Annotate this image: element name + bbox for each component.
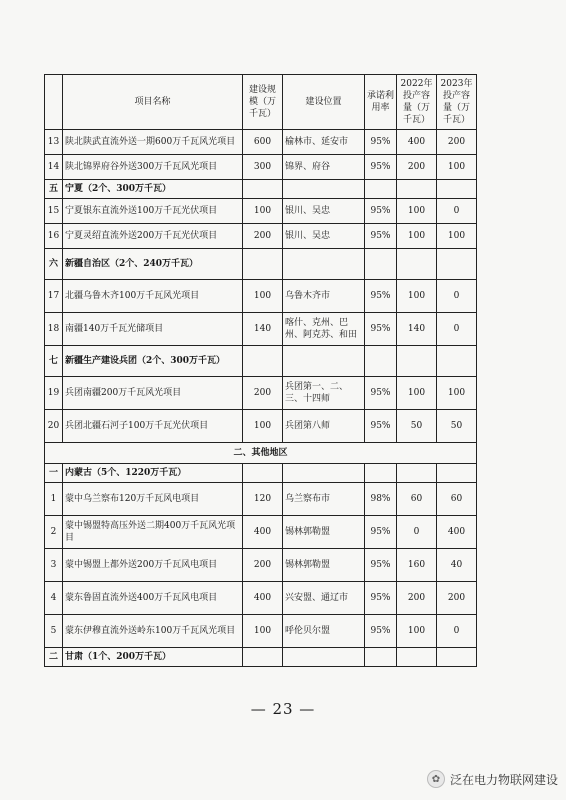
section-title: 新疆生产建设兵团（2个、300万千瓦） — [63, 346, 243, 377]
capacity-2023: 100 — [437, 377, 477, 410]
watermark — [427, 768, 558, 790]
utilization-rate: 95% — [365, 615, 397, 648]
utilization-rate: 95% — [365, 199, 397, 224]
capacity-2023: 0 — [437, 615, 477, 648]
row-number: 15 — [45, 199, 63, 224]
utilization-rate: 95% — [365, 280, 397, 313]
capacity-2023: 200 — [437, 582, 477, 615]
capacity-2023: 100 — [437, 155, 477, 180]
table-row — [45, 516, 477, 549]
section-number: 一 — [45, 464, 63, 483]
build-scale: 120 — [243, 483, 283, 516]
table-row — [45, 313, 477, 346]
section-number: 七 — [45, 346, 63, 377]
table-row — [45, 615, 477, 648]
build-location: 兵团第一、二、三、十四师 — [283, 377, 365, 410]
capacity-2022: 140 — [397, 313, 437, 346]
capacity-2023: 200 — [437, 130, 477, 155]
utilization-rate: 95% — [365, 224, 397, 249]
build-scale: 100 — [243, 280, 283, 313]
build-scale: 600 — [243, 130, 283, 155]
utilization-rate: 95% — [365, 410, 397, 443]
table-row — [45, 549, 477, 582]
section-title: 宁夏（2个、300万千瓦） — [63, 180, 243, 199]
table-row — [45, 130, 477, 155]
utilization-rate: 95% — [365, 155, 397, 180]
capacity-2022: 200 — [397, 155, 437, 180]
header-2023: 2023年投产容量（万千瓦） — [437, 75, 477, 130]
project-name: 南疆140万千瓦光储项目 — [63, 313, 243, 346]
build-scale: 200 — [243, 224, 283, 249]
project-name: 宁夏灵绍直流外送200万千瓦光伏项目 — [63, 224, 243, 249]
category-row — [45, 443, 477, 464]
utilization-rate: 95% — [365, 313, 397, 346]
build-location: 喀什、克州、巴州、阿克苏、和田 — [283, 313, 365, 346]
section-row — [45, 648, 477, 667]
empty-cell — [243, 346, 283, 377]
row-number: 5 — [45, 615, 63, 648]
project-name: 陕北锦界府谷外送300万千瓦风光项目 — [63, 155, 243, 180]
section-title: 甘肃（1个、200万千瓦） — [63, 648, 243, 667]
table-row — [45, 199, 477, 224]
build-location: 呼伦贝尔盟 — [283, 615, 365, 648]
empty-cell — [243, 648, 283, 667]
row-number: 13 — [45, 130, 63, 155]
empty-cell — [437, 249, 477, 280]
capacity-2022: 60 — [397, 483, 437, 516]
empty-cell — [437, 346, 477, 377]
header-location: 建设位置 — [283, 75, 365, 130]
empty-cell — [283, 648, 365, 667]
row-number: 18 — [45, 313, 63, 346]
header-num — [45, 75, 63, 130]
row-number: 17 — [45, 280, 63, 313]
build-scale: 100 — [243, 615, 283, 648]
section-number: 六 — [45, 249, 63, 280]
utilization-rate: 95% — [365, 582, 397, 615]
table-row — [45, 410, 477, 443]
table-body — [45, 130, 477, 667]
project-name: 蒙中锡盟特高压外送二期400万千瓦风光项目 — [63, 516, 243, 549]
project-name: 蒙东鲁固直流外送400万千瓦风电项目 — [63, 582, 243, 615]
project-name: 北疆乌鲁木齐100万千瓦风光项目 — [63, 280, 243, 313]
capacity-2022: 100 — [397, 377, 437, 410]
header-rate: 承诺利用率 — [365, 75, 397, 130]
empty-cell — [365, 180, 397, 199]
build-scale: 200 — [243, 377, 283, 410]
build-location: 锡林郭勒盟 — [283, 516, 365, 549]
table-row — [45, 377, 477, 410]
project-name: 蒙中锡盟上都外送200万千瓦风电项目 — [63, 549, 243, 582]
capacity-2022: 100 — [397, 199, 437, 224]
table-row — [45, 155, 477, 180]
empty-cell — [397, 464, 437, 483]
section-title: 内蒙古（5个、1220万千瓦） — [63, 464, 243, 483]
header-scale: 建设规模（万千瓦） — [243, 75, 283, 130]
build-location: 兴安盟、通辽市 — [283, 582, 365, 615]
empty-cell — [437, 648, 477, 667]
watermark-text: 泛在电力物联网建设 — [449, 772, 558, 787]
empty-cell — [243, 464, 283, 483]
empty-cell — [283, 346, 365, 377]
section-row — [45, 464, 477, 483]
utilization-rate: 95% — [365, 549, 397, 582]
capacity-2022: 50 — [397, 410, 437, 443]
project-name: 蒙东伊穆直流外送岭东100万千瓦风光项目 — [63, 615, 243, 648]
capacity-2023: 0 — [437, 280, 477, 313]
row-number: 14 — [45, 155, 63, 180]
capacity-2023: 100 — [437, 224, 477, 249]
project-name: 兵团北疆石河子100万千瓦光伏项目 — [63, 410, 243, 443]
capacity-2023: 0 — [437, 313, 477, 346]
section-number: 五 — [45, 180, 63, 199]
build-scale: 100 — [243, 199, 283, 224]
project-name: 蒙中乌兰察布120万千瓦风电项目 — [63, 483, 243, 516]
build-scale: 100 — [243, 410, 283, 443]
empty-cell — [365, 648, 397, 667]
empty-cell — [365, 249, 397, 280]
row-number: 16 — [45, 224, 63, 249]
capacity-2022: 400 — [397, 130, 437, 155]
empty-cell — [397, 180, 437, 199]
capacity-2023: 50 — [437, 410, 477, 443]
project-name: 陕北陕武直流外送一期600万千瓦风光项目 — [63, 130, 243, 155]
utilization-rate: 95% — [365, 377, 397, 410]
table-header-row — [45, 75, 477, 130]
empty-cell — [437, 180, 477, 199]
capacity-2022: 160 — [397, 549, 437, 582]
row-number: 1 — [45, 483, 63, 516]
table-row — [45, 280, 477, 313]
build-location: 锦界、府谷 — [283, 155, 365, 180]
row-number: 19 — [45, 377, 63, 410]
row-number: 4 — [45, 582, 63, 615]
build-location: 银川、吴忠 — [283, 199, 365, 224]
section-row — [45, 346, 477, 377]
section-row — [45, 249, 477, 280]
project-name: 兵团南疆200万千瓦风光项目 — [63, 377, 243, 410]
project-table — [44, 74, 477, 667]
empty-cell — [283, 464, 365, 483]
row-number: 20 — [45, 410, 63, 443]
empty-cell — [365, 346, 397, 377]
utilization-rate: 95% — [365, 130, 397, 155]
row-number: 3 — [45, 549, 63, 582]
empty-cell — [437, 464, 477, 483]
capacity-2023: 40 — [437, 549, 477, 582]
build-location: 锡林郭勒盟 — [283, 549, 365, 582]
build-scale: 400 — [243, 582, 283, 615]
capacity-2022: 200 — [397, 582, 437, 615]
empty-cell — [397, 346, 437, 377]
page-number: — 23 — — [250, 700, 316, 718]
section-row — [45, 180, 477, 199]
capacity-2022: 0 — [397, 516, 437, 549]
table-row — [45, 483, 477, 516]
build-location: 榆林市、延安市 — [283, 130, 365, 155]
build-location: 银川、吴忠 — [283, 224, 365, 249]
capacity-2022: 100 — [397, 615, 437, 648]
build-location: 乌鲁木齐市 — [283, 280, 365, 313]
empty-cell — [283, 249, 365, 280]
empty-cell — [397, 648, 437, 667]
section-title: 新疆自治区（2个、240万千瓦） — [63, 249, 243, 280]
table-row — [45, 582, 477, 615]
category-title: 二、其他地区 — [45, 443, 477, 464]
empty-cell — [365, 464, 397, 483]
row-number: 2 — [45, 516, 63, 549]
capacity-2023: 60 — [437, 483, 477, 516]
build-scale: 300 — [243, 155, 283, 180]
table-row — [45, 224, 477, 249]
utilization-rate: 95% — [365, 516, 397, 549]
header-name: 项目名称 — [63, 75, 243, 130]
capacity-2023: 0 — [437, 199, 477, 224]
header-2022: 2022年投产容量（万千瓦） — [397, 75, 437, 130]
build-scale: 200 — [243, 549, 283, 582]
empty-cell — [283, 180, 365, 199]
build-scale: 400 — [243, 516, 283, 549]
wechat-icon: ✿ — [427, 770, 445, 788]
utilization-rate: 98% — [365, 483, 397, 516]
capacity-2022: 100 — [397, 280, 437, 313]
capacity-2023: 400 — [437, 516, 477, 549]
section-number: 二 — [45, 648, 63, 667]
build-location: 兵团第八师 — [283, 410, 365, 443]
build-scale: 140 — [243, 313, 283, 346]
project-name: 宁夏银东直流外送100万千瓦光伏项目 — [63, 199, 243, 224]
empty-cell — [397, 249, 437, 280]
empty-cell — [243, 249, 283, 280]
capacity-2022: 100 — [397, 224, 437, 249]
build-location: 乌兰察布市 — [283, 483, 365, 516]
empty-cell — [243, 180, 283, 199]
